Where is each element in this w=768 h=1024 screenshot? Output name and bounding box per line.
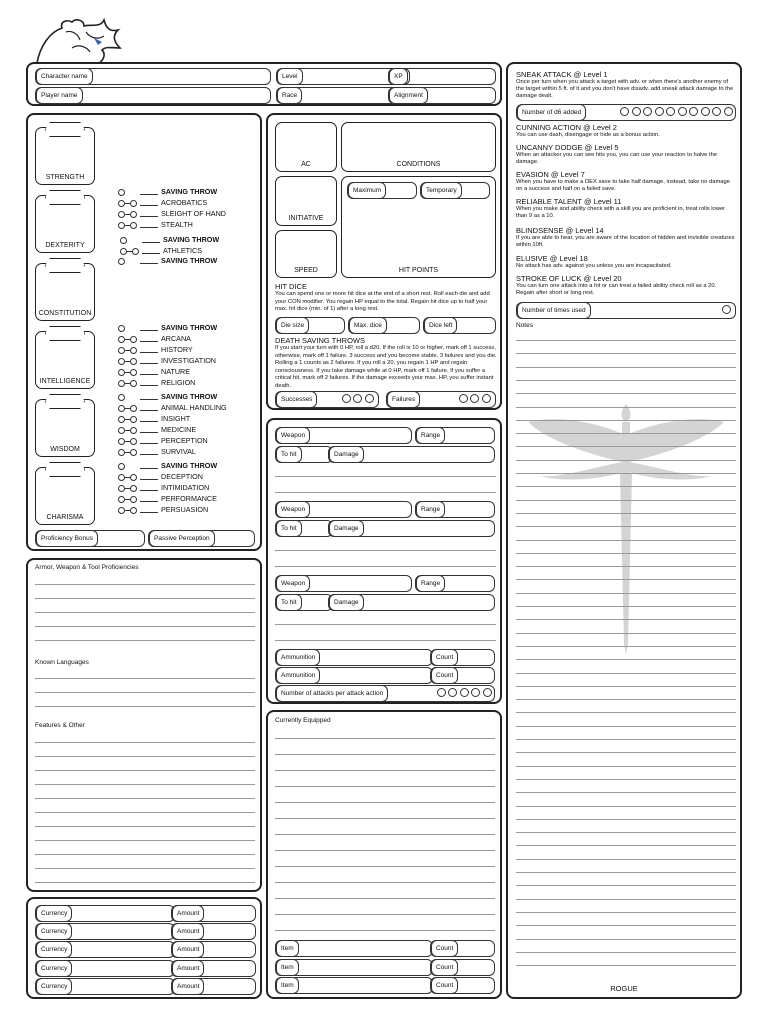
skill-performance[interactable]	[118, 494, 217, 504]
amount-5-field[interactable]	[171, 978, 256, 995]
constitution-saving-throw[interactable]	[118, 256, 217, 266]
death-saves-text: If you start your turn with 0 HP, roll a d20. If the roll is 10 or higher, mark off 1 success, otherwise, mark off 1 failure. 3 success and you become stable, 3 failures and you die. Rolling a 1 counts as 2 failures. If you roll a 20, you regain 1 HP and regain consciousness. If you take damage while at 0 HP, mark off 1 failure. If you suffer a critical hit, mark off 2 failures. If the damage exceeds your max. HP, you suffer instant death.	[275, 345, 497, 389]
notes-ruled-line	[516, 606, 736, 607]
notes-ruled-line	[516, 446, 736, 447]
currency-4-field[interactable]	[35, 960, 175, 977]
currency-label: Currency	[36, 960, 72, 977]
initiative-box[interactable]	[275, 176, 337, 226]
to-hit-label: To hit	[276, 520, 302, 537]
d6-circle[interactable]	[689, 107, 698, 116]
item-label: Item	[276, 940, 299, 957]
amount-label: Amount	[172, 905, 204, 922]
notes-ruled-line	[516, 407, 736, 408]
notes-ruled-line	[516, 526, 736, 527]
notes-ruled-line	[516, 420, 736, 421]
currency-label: Currency	[36, 941, 72, 958]
amount-4-field[interactable]	[171, 960, 256, 977]
item-count-3-field[interactable]	[430, 977, 495, 994]
damage-label: Damage	[329, 520, 364, 537]
speed-label: SPEED	[294, 267, 318, 274]
success-circle[interactable]	[365, 394, 374, 403]
attacks-per-action-label: Number of attacks per attack action	[276, 685, 388, 702]
attack-circle[interactable]	[471, 688, 480, 697]
notes-ruled-line	[516, 513, 736, 514]
feature-stroke-of-luck	[516, 274, 736, 297]
sneak-attack-title: SNEAK ATTACK @ Level 1	[516, 70, 608, 79]
hp-temporary-field[interactable]	[420, 182, 490, 199]
conditions-label: CONDITIONS	[396, 161, 441, 168]
notes-ruled-line	[516, 925, 736, 926]
failure-circle[interactable]	[470, 394, 479, 403]
player-name-field[interactable]	[35, 87, 271, 104]
skill-label: INTIMIDATION	[161, 483, 210, 492]
attack-circle[interactable]	[437, 688, 446, 697]
amount-2-field[interactable]	[171, 923, 256, 940]
notes-ruled-line	[516, 752, 736, 753]
item-label: Item	[276, 977, 299, 994]
currency-label: Currency	[36, 923, 72, 940]
weapon-3-field[interactable]	[275, 575, 412, 592]
successes-label: Successes	[276, 391, 317, 408]
initiative-label: INITIATIVE	[288, 215, 324, 222]
feature-title: RELIABLE TALENT @ Level 11	[516, 197, 622, 206]
times-used-field[interactable]	[516, 302, 736, 319]
player-name-label: Player name	[36, 87, 83, 104]
notes-ruled-line	[516, 540, 736, 541]
weapon-label: Weapon	[276, 501, 310, 518]
alignment-field[interactable]	[388, 87, 496, 104]
d6-circle[interactable]	[724, 107, 733, 116]
feature-text: No attack has adv. against you unless you are incapacitated.	[516, 263, 672, 269]
notes-ruled-line	[516, 340, 736, 341]
ammunition-label: Ammunition	[276, 649, 320, 666]
feature-blindsense	[516, 226, 736, 249]
item-count-2-field[interactable]	[430, 959, 495, 976]
currency-1-field[interactable]	[35, 905, 175, 922]
wisdom-label: WISDOM	[50, 446, 80, 453]
weapon-label: Weapon	[276, 575, 310, 592]
range-label: Range	[416, 501, 445, 518]
saving-throw-label: SAVING THROW	[161, 323, 218, 332]
attack-circle[interactable]	[460, 688, 469, 697]
notes-ruled-line	[516, 619, 736, 620]
skill-label: ACROBATICS	[161, 198, 208, 207]
successes-field[interactable]	[275, 391, 379, 408]
item-label: Item	[276, 959, 299, 976]
skill-label: PERCEPTION	[161, 436, 208, 445]
failure-circle[interactable]	[459, 394, 468, 403]
strength-saving-throw[interactable]	[120, 235, 219, 245]
feature-title: CUNNING ACTION @ Level 2	[516, 123, 617, 132]
skill-label: ARCANA	[161, 334, 191, 343]
skill-label: MEDICINE	[161, 425, 197, 434]
notes-ruled-line	[516, 965, 736, 966]
combat-panel	[266, 113, 502, 410]
notes-ruled-line	[516, 779, 736, 780]
equipment-panel	[266, 710, 502, 999]
intelligence-label: INTELLIGENCE	[39, 378, 91, 385]
strength-modifier[interactable]	[45, 122, 85, 137]
skill-religion[interactable]	[118, 378, 195, 388]
saving-throw-label: SAVING THROW	[161, 392, 218, 401]
hp-maximum-field[interactable]	[347, 182, 417, 199]
skill-label: SURVIVAL	[161, 447, 196, 456]
attacks-per-action-field[interactable]	[275, 685, 495, 702]
weapons-panel	[266, 418, 502, 704]
d6-added-label: Number of d6 added	[517, 104, 586, 121]
attack-circle[interactable]	[483, 688, 492, 697]
range-label: Range	[416, 575, 445, 592]
feature-title: BLINDSENSE @ Level 14	[516, 226, 604, 235]
attack-circle[interactable]	[448, 688, 457, 697]
notes-ruled-line	[516, 912, 736, 913]
count-label: Count	[431, 940, 458, 957]
wisdom-saving-throw[interactable]	[118, 392, 217, 402]
feature-title: UNCANNY DODGE @ Level 5	[516, 143, 619, 152]
notes-ruled-line	[516, 553, 736, 554]
damage-2-field[interactable]	[328, 520, 495, 537]
skill-persuasion[interactable]	[118, 505, 208, 515]
notes-ruled-line	[516, 832, 736, 833]
notes-ruled-line	[516, 353, 736, 354]
to-hit-3-field[interactable]	[275, 594, 333, 611]
skill-label: INVESTIGATION	[161, 356, 216, 365]
conditions-box[interactable]	[341, 122, 496, 172]
charisma-modifier[interactable]	[45, 462, 85, 477]
success-circle[interactable]	[353, 394, 362, 403]
dice-left-field[interactable]	[423, 317, 496, 334]
feature-uncanny-dodge	[516, 143, 736, 166]
skill-history[interactable]	[118, 345, 193, 355]
notes-ruled-line	[516, 952, 736, 953]
notes-ruled-line	[516, 486, 736, 487]
item-count-1-field[interactable]	[430, 940, 495, 957]
d6-circle[interactable]	[643, 107, 652, 116]
notes-ruled-line	[516, 673, 736, 674]
saving-throw-label: SAVING THROW	[161, 461, 218, 470]
skill-survival[interactable]	[118, 447, 196, 457]
currency-5-field[interactable]	[35, 978, 175, 995]
skill-label: HISTORY	[161, 345, 193, 354]
death-saves-title: DEATH SAVING THROWS	[275, 336, 366, 345]
currency-label: Currency	[36, 978, 72, 995]
failures-field[interactable]	[386, 391, 496, 408]
proficiencies-panel	[26, 558, 262, 892]
notes-ruled-line	[516, 500, 736, 501]
amount-label: Amount	[172, 978, 204, 995]
notes-ruled-line	[516, 579, 736, 580]
saving-throw-label: SAVING THROW	[161, 256, 218, 265]
wisdom-modifier[interactable]	[45, 394, 85, 409]
skill-perception[interactable]	[118, 436, 208, 446]
hit-dice-title: HIT DICE	[275, 282, 307, 291]
saving-throw-label: SAVING THROW	[161, 187, 218, 196]
amount-label: Amount	[172, 923, 204, 940]
amount-label: Amount	[172, 960, 204, 977]
damage-label: Damage	[329, 594, 364, 611]
d6-circle[interactable]	[701, 107, 710, 116]
dragon-logo	[32, 18, 122, 66]
amount-3-field[interactable]	[171, 941, 256, 958]
notes-ruled-line	[516, 726, 736, 727]
damage-1-field[interactable]	[328, 446, 495, 463]
hp-temporary-label: Temporary	[421, 182, 462, 199]
feature-text: When you have to make a DEX save to take half damage, instead, take no damage on a success and half on a failed save.	[516, 179, 730, 192]
intelligence-modifier[interactable]	[45, 326, 85, 341]
to-hit-1-field[interactable]	[275, 446, 333, 463]
feature-title: ELUSIVE @ Level 18	[516, 254, 588, 263]
skill-label: STEALTH	[161, 220, 193, 229]
constitution-modifier[interactable]	[45, 258, 85, 273]
count-label: Count	[431, 649, 458, 666]
skill-stealth[interactable]	[118, 220, 193, 230]
notes-ruled-line	[516, 792, 736, 793]
d6-circle[interactable]	[632, 107, 641, 116]
weapon-2-field[interactable]	[275, 501, 412, 518]
notes-ruled-line	[516, 633, 736, 634]
notes-ruled-line	[516, 699, 736, 700]
range-3-field[interactable]	[415, 575, 495, 592]
to-hit-2-field[interactable]	[275, 520, 333, 537]
dexterity-saving-throw[interactable]	[118, 187, 217, 197]
skill-intimidation[interactable]	[118, 483, 209, 493]
rogue-class-label: ROGUE	[610, 984, 638, 993]
features-other-label: Features & Other	[35, 722, 85, 729]
alignment-label: Alignment	[389, 87, 428, 104]
feature-evasion	[516, 170, 736, 193]
ammunition-1-field[interactable]	[275, 649, 433, 666]
range-label: Range	[416, 427, 445, 444]
max-dice-label: Max. dice	[349, 317, 387, 334]
notes-ruled-line	[516, 872, 736, 873]
currency-2-field[interactable]	[35, 923, 175, 940]
max-dice-field[interactable]	[348, 317, 420, 334]
failure-circle[interactable]	[482, 394, 491, 403]
skill-label: PERSUASION	[161, 505, 209, 514]
speed-box[interactable]	[275, 230, 337, 278]
skill-insight[interactable]	[118, 414, 190, 424]
feature-text: When an attacker you can see hits you, you can use your reaction to halve the damage.	[516, 152, 718, 165]
xp-field[interactable]	[388, 68, 496, 85]
notes-ruled-line	[516, 859, 736, 860]
constitution-label: CONSTITUTION	[38, 310, 92, 317]
proficiency-bonus-label: Proficiency Bonus	[36, 530, 98, 547]
proficiency-bonus-field[interactable]	[35, 530, 145, 547]
skill-sleight-of-hand[interactable]	[118, 209, 226, 219]
ac-box[interactable]	[275, 122, 337, 172]
level-label: Level	[277, 68, 303, 85]
skill-athletics[interactable]	[120, 246, 202, 256]
notes-ruled-line	[516, 686, 736, 687]
die-size-field[interactable]	[275, 317, 345, 334]
skill-label: ANIMAL HANDLING	[161, 403, 227, 412]
count-label: Count	[431, 977, 458, 994]
known-languages-label: Known Languages	[35, 659, 89, 666]
notes-ruled-line	[516, 766, 736, 767]
count-label: Count	[431, 959, 458, 976]
intelligence-saving-throw[interactable]	[118, 323, 217, 333]
feature-elusive	[516, 254, 736, 270]
feature-text: When you make and ability check with a skill you are proficient in, treat rolls lower than 9 as a 10.	[516, 206, 726, 219]
failures-label: Failures	[387, 391, 420, 408]
rogue-panel	[506, 62, 742, 999]
notes-ruled-line	[516, 433, 736, 434]
skill-medicine[interactable]	[118, 425, 196, 435]
amount-1-field[interactable]	[171, 905, 256, 922]
skill-label: ATHLETICS	[163, 246, 203, 255]
item-2-field[interactable]	[275, 959, 433, 976]
currency-label: Currency	[36, 905, 72, 922]
skill-arcana[interactable]	[118, 334, 191, 344]
feature-text: If you are able to hear, you are aware of the location of hidden and invisible creatures within 10ft.	[516, 235, 735, 248]
notes-ruled-line	[516, 367, 736, 368]
notes-ruled-line	[516, 885, 736, 886]
feature-text: You can use dash, disengage or hide as a bonus action.	[516, 132, 660, 138]
skill-label: RELIGION	[161, 378, 196, 387]
character-name-field[interactable]	[35, 68, 271, 85]
to-hit-label: To hit	[276, 446, 302, 463]
notes-ruled-line	[516, 712, 736, 713]
success-circle[interactable]	[342, 394, 351, 403]
to-hit-label: To hit	[276, 594, 302, 611]
skill-nature[interactable]	[118, 367, 190, 377]
character-name-label: Character name	[36, 68, 93, 85]
race-label: Race	[277, 87, 302, 104]
skill-label: PERFORMANCE	[161, 494, 217, 503]
d6-circle[interactable]	[712, 107, 721, 116]
hit-dice-text: You can spend one or more hit dice at the end of a short rest. Roll each die and add your CON modifier. You regain HP equal to the total. Regain hit dice up to half your max. hit dice (min. of 1) after a long rest.	[275, 291, 490, 312]
notes-label: Notes	[516, 322, 533, 329]
notes-lines[interactable]	[516, 336, 736, 976]
notes-ruled-line	[516, 939, 736, 940]
weapon-label: Weapon	[276, 427, 310, 444]
feature-reliable-talent	[516, 197, 736, 220]
dice-left-label: Dice left	[424, 317, 457, 334]
hit-points-box[interactable]	[341, 176, 496, 278]
notes-ruled-line	[516, 473, 736, 474]
notes-ruled-line	[516, 393, 736, 394]
passive-perception-label: Passive Perception	[149, 530, 215, 547]
currently-equipped-label: Currently Equipped	[275, 717, 331, 724]
feature-cunning-action	[516, 123, 736, 139]
skill-acrobatics[interactable]	[118, 198, 207, 208]
xp-label: XP	[389, 68, 408, 85]
skill-label: DECEPTION	[161, 472, 203, 481]
dexterity-label: DEXTERITY	[45, 242, 85, 249]
notes-ruled-line	[516, 593, 736, 594]
notes-ruled-line	[516, 460, 736, 461]
currency-panel	[26, 897, 262, 999]
item-3-field[interactable]	[275, 977, 433, 994]
skill-animal-handling[interactable]	[118, 403, 227, 413]
skill-label: SLEIGHT OF HAND	[161, 209, 226, 218]
ac-label: AC	[301, 161, 311, 168]
hp-maximum-label: Maximum	[348, 182, 386, 199]
notes-ruled-line	[516, 380, 736, 381]
sneak-attack-text: Once per turn when you attack a target with adv. or when there's another enemy of the target within 5 ft. of it and you don't have disadv. add sneak attack damage to the damage dealt.	[516, 79, 734, 99]
d6-circle[interactable]	[666, 107, 675, 116]
range-2-field[interactable]	[415, 501, 495, 518]
notes-ruled-line	[516, 566, 736, 567]
notes-ruled-line	[516, 646, 736, 647]
item-1-field[interactable]	[275, 940, 433, 957]
notes-ruled-line	[516, 845, 736, 846]
times-used-label: Number of times used	[517, 302, 591, 319]
charisma-saving-throw[interactable]	[118, 461, 217, 471]
d6-circle[interactable]	[655, 107, 664, 116]
charisma-label: CHARISMA	[46, 514, 84, 521]
armor-proficiencies-label: Armor, Weapon & Tool Proficiencies	[35, 564, 139, 571]
d6-circle[interactable]	[620, 107, 629, 116]
die-size-label: Die size	[276, 317, 309, 334]
notes-ruled-line	[516, 806, 736, 807]
d6-circle[interactable]	[678, 107, 687, 116]
ammo-count-2-field[interactable]	[430, 667, 495, 684]
d6-added-field[interactable]	[516, 104, 736, 121]
notes-ruled-line	[516, 659, 736, 660]
ammunition-2-field[interactable]	[275, 667, 433, 684]
saving-throw-label: SAVING THROW	[163, 235, 220, 244]
weapon-1-field[interactable]	[275, 427, 412, 444]
hit-points-label: HIT POINTS	[398, 267, 439, 274]
dexterity-modifier[interactable]	[45, 190, 85, 205]
skill-label: NATURE	[161, 367, 191, 376]
times-used-circle[interactable]	[722, 305, 731, 314]
feature-title: STROKE OF LUCK @ Level 20	[516, 274, 622, 283]
strength-label: STRENGTH	[45, 174, 85, 181]
currency-3-field[interactable]	[35, 941, 175, 958]
ammo-count-1-field[interactable]	[430, 649, 495, 666]
ammunition-label: Ammunition	[276, 667, 320, 684]
amount-label: Amount	[172, 941, 204, 958]
notes-ruled-line	[516, 739, 736, 740]
skill-investigation[interactable]	[118, 356, 216, 366]
notes-ruled-line	[516, 899, 736, 900]
feature-title: EVASION @ Level 7	[516, 170, 585, 179]
header-panel	[26, 62, 502, 106]
skill-deception[interactable]	[118, 472, 203, 482]
count-label: Count	[431, 667, 458, 684]
range-1-field[interactable]	[415, 427, 495, 444]
notes-ruled-line	[516, 819, 736, 820]
passive-perception-field[interactable]	[148, 530, 255, 547]
feature-text: You can turn one attack into a hit or can treat a failed ability check roll as a 20. Regain after short or long rest.	[516, 283, 717, 296]
skill-label: INSIGHT	[161, 414, 191, 423]
damage-3-field[interactable]	[328, 594, 495, 611]
damage-label: Damage	[329, 446, 364, 463]
